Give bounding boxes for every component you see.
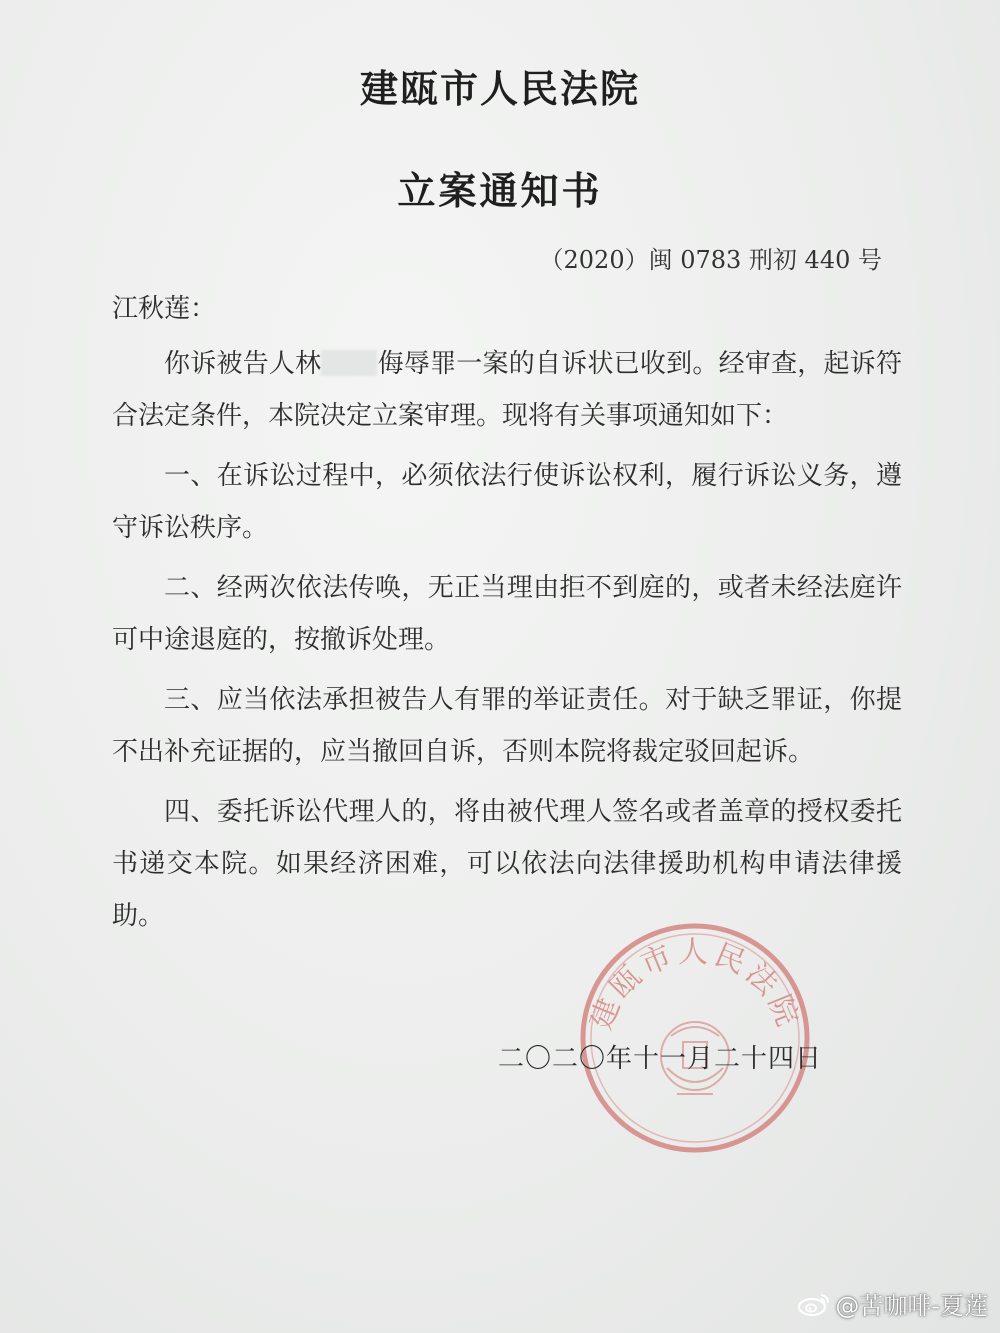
addressee: 江秋莲： xyxy=(112,294,217,324)
intro-text-before: 你诉被告人林 xyxy=(164,349,322,379)
seal-text: 建瓯市人民法院 xyxy=(583,935,807,1035)
weibo-icon xyxy=(797,1291,831,1317)
document-title: 立案通知书 xyxy=(397,168,603,213)
redacted-name xyxy=(321,350,377,376)
item-4-paragraph: 四、委托诉讼代理人的，将由被代理人签名或者盖章的授权委托书递交本院。如果经济困难，可以依法向法律援助机构申请法律援助。 xyxy=(112,797,902,931)
court-name: 建瓯市人民法院 xyxy=(359,66,640,111)
intro-text-after: 侮辱罪一案的自诉状已收到。经审查，起诉符合法定条件，本院决定立案审理。现将有关事项通知如下： xyxy=(112,349,902,431)
notice-body xyxy=(112,338,902,950)
item-3-paragraph: 三、应当依法承担被告人有罪的举证责任。对于缺乏罪证，你提不出补充证据的，应当撤回自诉，否则本院将裁定驳回起诉。 xyxy=(112,685,902,767)
case-number: （2020）闽 0783 刑初 440 号 xyxy=(539,246,882,274)
issue-date: 二〇二〇年十一月二十四日 xyxy=(498,1044,823,1074)
watermark-text: @苦咖啡-夏莲 xyxy=(835,1292,988,1320)
intro-paragraph xyxy=(112,338,902,442)
weibo-watermark xyxy=(797,1286,988,1321)
item-2-paragraph: 二、经两次依法传唤，无正当理由拒不到庭的，或者未经法庭许可中途退庭的，按撤诉处理。 xyxy=(112,573,902,655)
item-1-paragraph: 一、在诉讼过程中，必须依法行使诉讼权利，履行诉讼义务，遵守诉讼秩序。 xyxy=(112,461,902,543)
svg-text:建瓯市人民法院 xyxy=(584,935,806,1035)
